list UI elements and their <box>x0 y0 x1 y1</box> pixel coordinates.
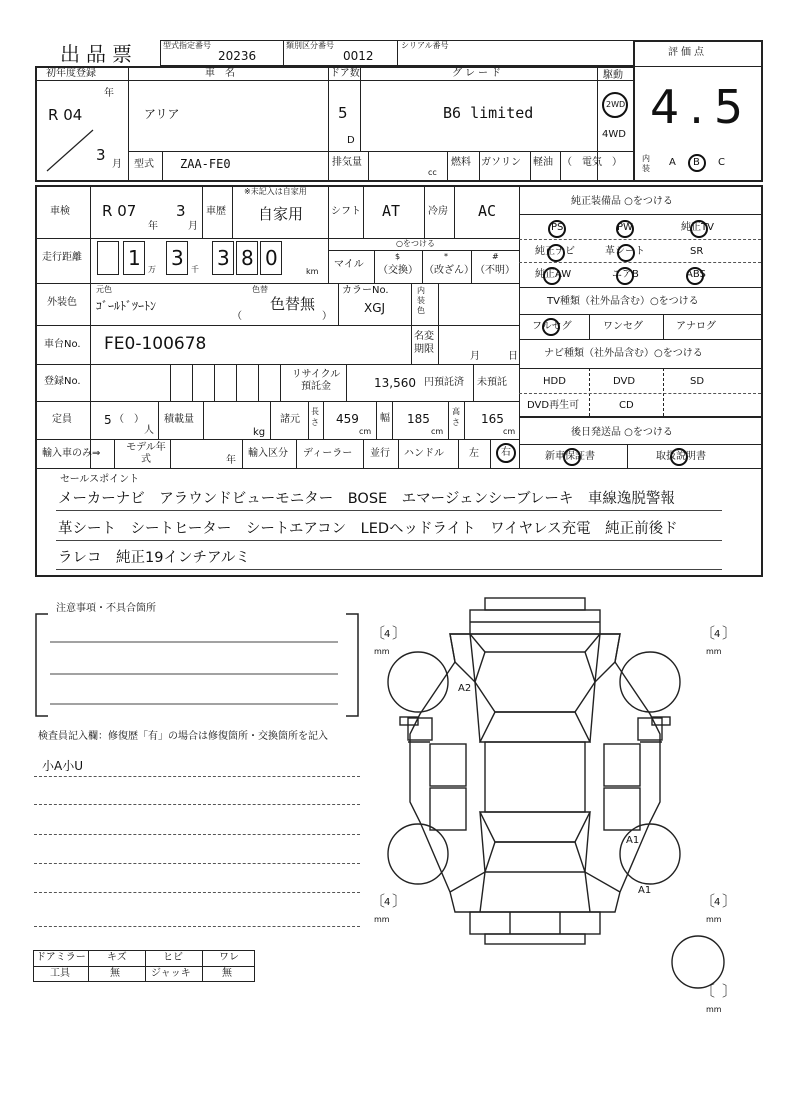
inspection-label: 車検 <box>50 206 70 217</box>
inspection-month-unit: 月 <box>188 221 198 232</box>
equip-tv: 純正TV <box>681 222 714 233</box>
history-label: 車歴 <box>206 206 226 217</box>
capacity-value: 5 <box>104 413 112 427</box>
tread-rl-unit: mm <box>374 915 390 924</box>
mileage-unit: km <box>306 267 319 276</box>
damage-mark-a2: A2 <box>458 683 472 694</box>
tread-rl: 4 <box>384 897 391 908</box>
later-title: 後日発送品 ○をつける <box>571 427 673 438</box>
doors-value: 5 <box>338 104 348 122</box>
fuel-electric: （ 電気 ） <box>562 157 622 168</box>
tread-spare-unit: mm <box>706 1005 722 1014</box>
mileage-digit-1: 1 <box>128 246 141 270</box>
mileage-exchange-sym: $ <box>395 252 401 261</box>
tread-fl-unit: mm <box>374 647 390 656</box>
history-value: 自家用 <box>258 205 304 223</box>
mileage-unknown: （不明） <box>475 265 515 276</box>
length-unit: cm <box>359 427 372 436</box>
mileage-digit-5: 0 <box>265 246 278 270</box>
mileage-mark-note: ○をつける <box>396 239 435 248</box>
interior-color-label: 内装色 <box>417 286 425 315</box>
title-expiry-label: 名変期限 <box>414 331 434 355</box>
type-number-value: 20236 <box>218 49 257 63</box>
interior-label: 内装 <box>642 154 650 173</box>
equipment-title: 純正装備品 ○をつける <box>571 196 673 207</box>
legend-r4: 無 <box>222 968 232 979</box>
color-no-value: XGJ <box>364 301 386 315</box>
inspection-year-unit: 年 <box>148 221 158 232</box>
navi-sd: SD <box>690 376 705 387</box>
chassis-value: FE0-100678 <box>104 334 207 354</box>
tv-analog: アナログ <box>676 321 716 332</box>
drive-4wd: 4WD <box>602 129 626 140</box>
interior-c: C <box>718 157 725 168</box>
handle-label: ハンドル <box>404 448 444 459</box>
recycle-unit: 円預託済 <box>424 377 464 388</box>
width-value: 185 <box>407 412 430 426</box>
navi-dvd: DVD <box>613 376 636 387</box>
width-unit: cm <box>431 427 444 436</box>
mileage-exchange: （交換） <box>378 265 418 276</box>
drive-label: 駆動 <box>603 70 623 81</box>
tv-fullseg: フルセグ <box>532 321 572 332</box>
import-class-label: 輸入区分 <box>248 448 288 459</box>
tread-fl: 4 <box>384 629 391 640</box>
mileage-digit-4: 8 <box>241 246 254 270</box>
type-number-label: 型式指定番号 <box>163 41 211 50</box>
mileage-unknown-sym: # <box>492 252 499 261</box>
equip-abs: ABS <box>686 269 706 280</box>
mileage-tamper: （改ざん） <box>424 265 474 276</box>
caution-label: 注意事項・不具合箇所 <box>56 603 156 614</box>
height-label: 高さ <box>452 407 460 427</box>
recycle-value: 13,560 <box>374 376 416 390</box>
model-value: ZAA-FE0 <box>180 157 231 171</box>
title-day-unit: 日 <box>508 351 518 362</box>
capacity-paren: （ ） <box>114 414 144 425</box>
interior-a: A <box>669 157 676 168</box>
capacity-unit: 人 <box>144 425 154 436</box>
repaint-value: 色替無 <box>270 295 316 313</box>
drive-2wd: 2WD <box>606 100 626 109</box>
interior-b: B <box>693 157 700 168</box>
history-note: ※未記入は自家用 <box>244 187 307 196</box>
sales-line-2: 革シート シートヒーター シートエアコン LEDヘッドライト ワイヤレス充電 純正前後ド <box>58 521 678 537</box>
first-reg-label: 初年度登録 <box>46 68 96 79</box>
load-unit: kg <box>253 427 266 438</box>
model-year-label: モデル年式 <box>126 442 166 465</box>
ac-value: AC <box>478 202 497 220</box>
inspector-value: 小A小U <box>42 759 83 773</box>
shift-label: シフト <box>331 206 361 217</box>
fuel-gasoline: ガソリン <box>481 157 521 168</box>
first-reg-month: 3 <box>96 146 106 164</box>
doors-suffix: D <box>347 135 355 146</box>
ac-label: 冷房 <box>428 206 448 217</box>
repaint-label: 色替 <box>252 285 268 294</box>
later-warranty: 新車保証書 <box>545 451 595 462</box>
width-label: 幅 <box>380 413 390 424</box>
score-label: 評価点 <box>668 47 707 58</box>
damage-mark-a1-2: A1 <box>638 885 652 896</box>
form-title: 出品票 <box>60 42 138 66</box>
fuel-label: 燃料 <box>451 157 471 168</box>
exterior-label: 外装色 <box>47 297 77 308</box>
car-name-value: アリア <box>144 107 180 121</box>
reg-no-label: 登録No. <box>44 376 81 387</box>
model-year-unit: 年 <box>226 455 236 466</box>
height-unit: cm <box>503 427 516 436</box>
equip-sr: SR <box>690 246 704 257</box>
inspection-month: 3 <box>176 202 186 220</box>
serial-number-label: シリアル番号 <box>401 41 449 50</box>
car-body-diagram <box>360 592 760 1032</box>
navi-dvdplay: DVD再生可 <box>527 400 580 411</box>
legend-r3: ジャッキ <box>151 968 191 979</box>
mileage-mile: マイル <box>334 259 364 270</box>
original-color-label: 元色 <box>96 285 112 294</box>
load-label: 積載量 <box>164 414 194 425</box>
mileage-sen: 千 <box>191 265 199 274</box>
diagonal-divider <box>45 128 95 173</box>
recycle-not: 未預託 <box>477 377 507 388</box>
first-reg-year-unit: 年 <box>104 88 114 99</box>
mileage-digit-3: 3 <box>217 246 230 270</box>
equip-airbag: エアB <box>612 269 639 280</box>
damage-mark-a1-1: A1 <box>626 835 640 846</box>
legend-r2: 無 <box>110 968 120 979</box>
equip-navi: 純正ナビ <box>535 246 575 257</box>
class-number-label: 類別区分番号 <box>286 41 334 50</box>
handle-right: 右 <box>501 447 511 458</box>
doors-label: ドア数 <box>330 68 360 79</box>
tread-rr-unit: mm <box>706 915 722 924</box>
navi-cd: CD <box>619 400 634 411</box>
legend-h2: キズ <box>107 952 127 963</box>
legend-h4: ワレ <box>219 952 239 963</box>
handle-left: 左 <box>469 448 479 459</box>
tread-fr-unit: mm <box>706 647 722 656</box>
later-manual: 取扱説明書 <box>656 451 706 462</box>
color-no-label: カラーNo. <box>342 285 389 296</box>
inspection-value: R 07 <box>102 202 137 220</box>
legend-h1: ドアミラー <box>36 952 86 963</box>
tv-title: TV種類（社外品含む）○をつける <box>547 296 699 307</box>
sales-label: セールスポイント <box>60 474 140 485</box>
legend-h3: ヒビ <box>163 952 183 963</box>
grade-label: グレード <box>452 68 504 79</box>
inspector-label: 検査員記入欄：修復歴「有」の場合は修復箇所・交換箇所を記入 <box>38 731 328 742</box>
mileage-label: 走行距離 <box>42 252 82 263</box>
original-color-value: ｺﾞｰﾙﾄﾞﾂｰﾄﾝ <box>96 299 157 313</box>
import-label: 輸入車のみ⇒ <box>42 448 101 459</box>
score-value: 4.5 <box>650 80 754 134</box>
equip-aw: 純正AW <box>535 269 572 280</box>
class-number-value: 0012 <box>343 49 374 63</box>
sales-line-3: ラレコ 純正19インチアルミ <box>58 550 250 566</box>
grade-value: B6 limited <box>443 104 534 122</box>
chassis-label: 車台No. <box>44 339 81 350</box>
legend-r1: 工具 <box>50 968 70 979</box>
caution-brackets <box>32 610 362 722</box>
import-parallel: 並行 <box>370 448 390 459</box>
fuel-diesel: 軽油 <box>533 157 553 168</box>
tv-oneseg: ワンセグ <box>603 321 643 332</box>
equip-leather: 革シート <box>605 246 645 257</box>
height-value: 165 <box>481 412 504 426</box>
repaint-paren: （ ） <box>232 311 332 322</box>
sales-line-1: メーカーナビ アラウンドビューモニター BOSE エマージェンシーブレーキ 車線逸脱警報 <box>58 491 675 507</box>
tread-rr: 4 <box>714 897 721 908</box>
navi-hdd: HDD <box>543 376 566 387</box>
title-month-unit: 月 <box>470 351 480 362</box>
shift-value: AT <box>382 202 401 220</box>
model-label: 型式 <box>134 159 154 170</box>
mileage-tamper-sym: * <box>444 252 448 261</box>
first-reg-month-unit: 月 <box>112 159 122 170</box>
dims-label: 諸元 <box>280 414 300 425</box>
import-dealer: ディーラー <box>303 448 353 459</box>
first-reg-era: R 04 <box>48 106 83 124</box>
navi-title: ナビ種類（社外品含む）○をつける <box>544 348 703 359</box>
length-value: 459 <box>336 412 359 426</box>
equip-pw: PW <box>617 222 633 233</box>
displacement-unit: cc <box>428 168 437 177</box>
recycle-label: リサイクル預託金 <box>291 369 341 392</box>
mileage-man: 万 <box>148 265 156 274</box>
car-name-label: 車 名 <box>205 68 235 79</box>
displacement-label: 排気量 <box>332 157 362 168</box>
capacity-label: 定員 <box>52 414 72 425</box>
length-label: 長さ <box>311 407 319 427</box>
equip-ps: PS <box>551 222 564 233</box>
tread-fr: 4 <box>714 629 721 640</box>
mileage-digit-2: 3 <box>171 246 184 270</box>
